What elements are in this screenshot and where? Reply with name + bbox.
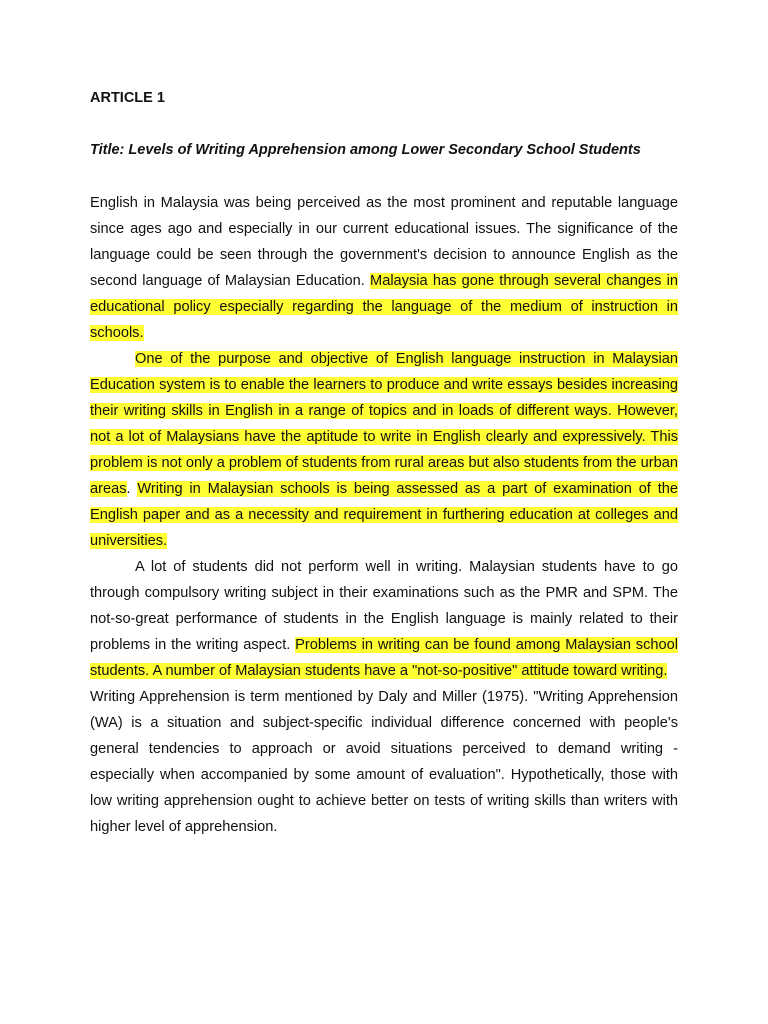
highlighted-text-segment: Writing in Malaysian schools is being assessed as a part of examination of the English paper and as a necessity and requirement in furthering education at colleges and universities. bbox=[90, 481, 678, 549]
article-body bbox=[90, 190, 678, 840]
text-segment: English in Malaysia was being perceived as the most prominent and reputable language since ages ago and especially in our current educational issues. The significance of the language could be seen through the government's decision to announce English as the second language of Malaysian Education. bbox=[90, 195, 678, 289]
paragraph-2 bbox=[90, 346, 678, 554]
highlighted-text-segment: Problems in writing can be found among Malaysian school students. A number of Malaysian students have a "not-so-positive" attitude toward writing. bbox=[90, 637, 678, 679]
paragraph-1 bbox=[90, 190, 678, 346]
article-title: Title: Levels of Writing Apprehension among Lower Secondary School Students bbox=[90, 142, 641, 158]
paragraph-4 bbox=[90, 684, 678, 840]
highlighted-text-segment: Malaysia has gone through several changes in educational policy especially regarding the language of the medium of instruction in schools. bbox=[90, 273, 679, 341]
article-heading: ARTICLE 1 bbox=[90, 90, 165, 106]
paragraph-3 bbox=[90, 554, 678, 684]
text-segment: Writing Apprehension is term mentioned by Daly and Miller (1975). "Writing Apprehension (WA) is a situation and subject-specific individual difference concerned with people's general tendencies to approach or avoid situations perceived to demand writing - especially when accompanied by some amount of evaluation". Hypothetically, those with low writing apprehension ought to achieve better on tests of writing skills than writers with higher level of apprehension. bbox=[90, 689, 678, 835]
highlighted-text-segment: One of the purpose and objective of English language instruction in Malaysian Education system is to enable the learners to produce and write essays besides increasing their writing skills in English in a range of topics and in loads of different ways. However, not a lot of Malaysians have the aptitude to write in English clearly and expressively. This problem is not only a problem of students from rural areas but also students from the urban areas bbox=[90, 351, 678, 497]
text-segment: A lot of students did not perform well in writing. Malaysian students have to go through compulsory writing subject in their examinations such as the PMR and SPM. The not-so-great performance of students in the English language is mainly related to their problems in the writing aspect. bbox=[90, 559, 678, 653]
text-segment: . bbox=[126, 481, 138, 497]
